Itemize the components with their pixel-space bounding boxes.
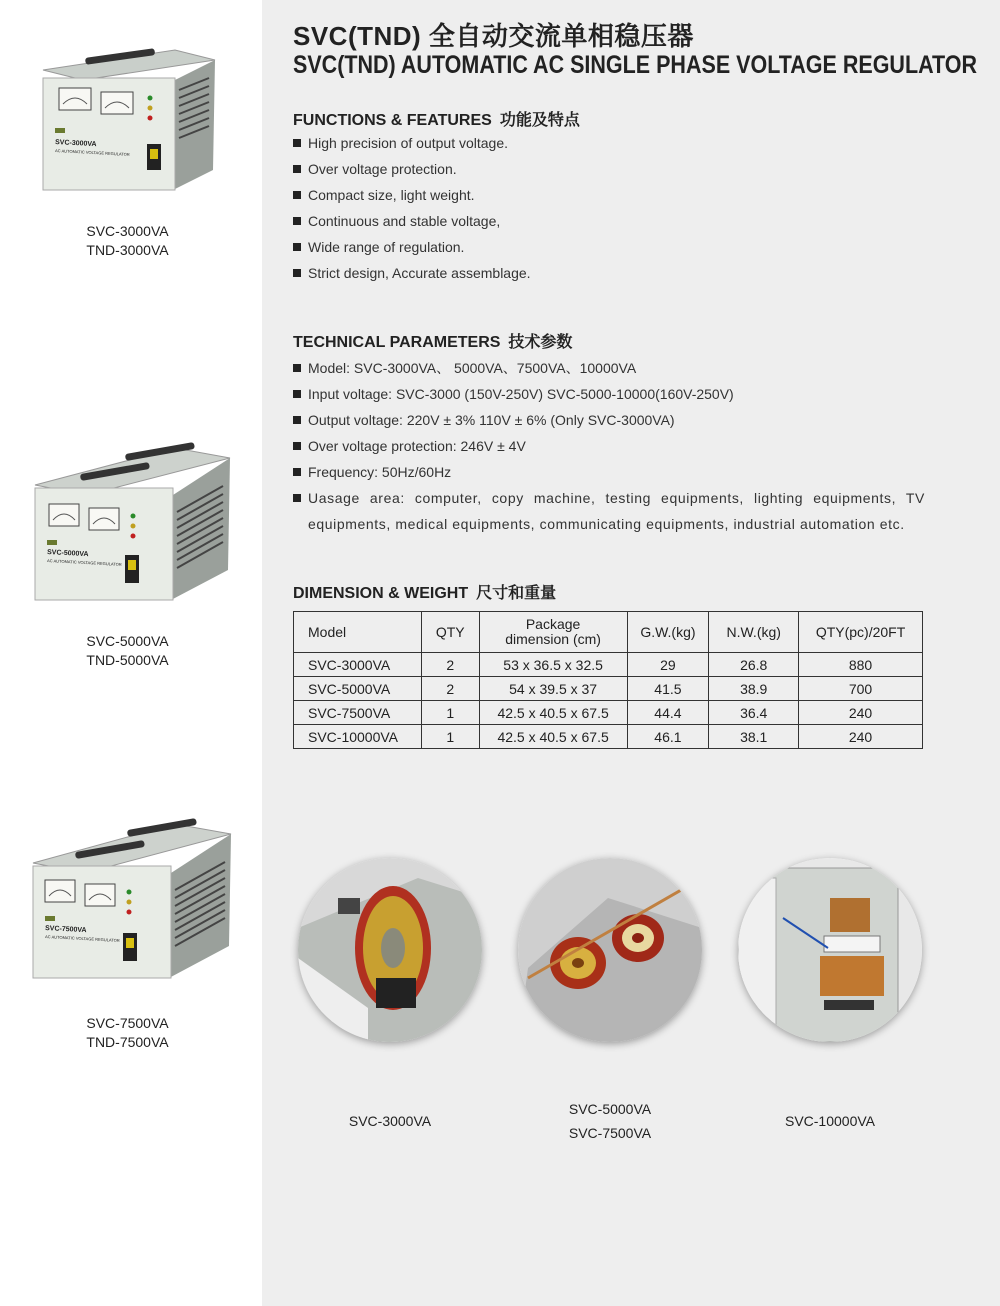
list-item: Continuous and stable voltage, bbox=[293, 208, 933, 234]
technical-heading-cn: 技术参数 bbox=[508, 334, 573, 351]
column-header: QTY bbox=[421, 612, 479, 653]
table-cell: SVC-5000VA bbox=[294, 677, 422, 701]
regulator-image bbox=[25, 818, 235, 988]
table-cell: SVC-10000VA bbox=[294, 725, 422, 749]
features-heading-cn: 功能及特点 bbox=[499, 112, 580, 129]
photo-caption-2: SVC-5000VA SVC-7500VA bbox=[568, 1101, 652, 1141]
dimension-heading bbox=[293, 580, 556, 603]
table-cell: 1 bbox=[421, 725, 479, 749]
column-header: G.W.(kg) bbox=[627, 612, 709, 653]
photo-caption-3: SVC-10000VA bbox=[784, 1113, 875, 1129]
list-item: High precision of output voltage. bbox=[293, 130, 933, 156]
list-item: Strict design, Accurate assemblage. bbox=[293, 260, 933, 286]
table-cell: SVC-7500VA bbox=[294, 701, 422, 725]
table-cell: 26.8 bbox=[709, 653, 799, 677]
table-row bbox=[294, 653, 923, 677]
photo-caption-1: SVC-3000VA bbox=[348, 1113, 432, 1129]
table-row bbox=[294, 725, 923, 749]
interior-photo-svc-10000 bbox=[738, 858, 922, 1042]
column-header: Model bbox=[294, 612, 422, 653]
table-cell: 42.5 x 40.5 x 67.5 bbox=[479, 701, 627, 725]
table-cell: 1 bbox=[421, 701, 479, 725]
product-model-tnd: TND-5000VA bbox=[86, 652, 169, 668]
table-cell: 36.4 bbox=[709, 701, 799, 725]
page-title-en: SVC(TND) AUTOMATIC AC SINGLE PHASE VOLTAGE REGULATOR bbox=[293, 51, 978, 79]
features-list bbox=[293, 130, 933, 286]
product-svc-3000 bbox=[25, 40, 240, 258]
column-header: QTY(pc)/20FT bbox=[799, 612, 923, 653]
column-header: N.W.(kg) bbox=[709, 612, 799, 653]
table-cell: 700 bbox=[799, 677, 923, 701]
product-model-svc: SVC-5000VA bbox=[86, 633, 169, 649]
interior-photo-svc-3000 bbox=[298, 858, 482, 1042]
product-svc-5000 bbox=[25, 440, 240, 668]
page-title-cn: SVC(TND) 全自动交流单相稳压器 bbox=[293, 21, 694, 51]
product-model-svc: SVC-7500VA bbox=[86, 1015, 169, 1031]
dimension-heading-en: DIMENSION & WEIGHT bbox=[293, 585, 469, 602]
svg-text:SVC-3000VA: SVC-3000VA bbox=[54, 139, 97, 149]
table-cell: 38.1 bbox=[709, 725, 799, 749]
product-model-svc: SVC-3000VA bbox=[86, 223, 169, 239]
list-item: Over voltage protection: 246V ± 4V bbox=[293, 433, 925, 459]
table-cell: 2 bbox=[421, 653, 479, 677]
column-header: Package dimension (cm) bbox=[479, 612, 627, 653]
technical-heading-en: TECHNICAL PARAMETERS bbox=[293, 334, 501, 351]
table-cell: 38.9 bbox=[709, 677, 799, 701]
list-item: Compact size, light weight. bbox=[293, 182, 933, 208]
table-cell: 41.5 bbox=[627, 677, 709, 701]
svg-text:SVC-5000VA: SVC-5000VA bbox=[46, 549, 89, 559]
table-cell: 2 bbox=[421, 677, 479, 701]
svg-text:AC AUTOMATIC VOLTAGE REGULATOR: AC AUTOMATIC VOLTAGE REGULATOR bbox=[54, 148, 130, 157]
product-model-tnd: TND-7500VA bbox=[86, 1034, 169, 1050]
list-item: Over voltage protection. bbox=[293, 156, 933, 182]
table-row bbox=[294, 677, 923, 701]
list-item: Uasage area: computer, copy machine, testing equipments, lighting equipments, TV equipments, medical equipments, communicating equipments, industrial automation etc. bbox=[293, 485, 925, 537]
interior-photo-svc-5000 bbox=[518, 858, 702, 1042]
regulator-image bbox=[25, 40, 225, 200]
table-cell: 54 x 39.5 x 37 bbox=[479, 677, 627, 701]
dimension-heading-cn: 尺寸和重量 bbox=[476, 585, 557, 602]
product-svc-7500 bbox=[25, 818, 240, 1050]
table-cell: 880 bbox=[799, 653, 923, 677]
technical-list bbox=[293, 355, 925, 537]
list-item: Frequency: 50Hz/60Hz bbox=[293, 459, 925, 485]
table-cell: 240 bbox=[799, 725, 923, 749]
table-cell: 240 bbox=[799, 701, 923, 725]
list-item: Input voltage: SVC-3000 (150V-250V) SVC-5000-10000(160V-250V) bbox=[293, 381, 925, 407]
technical-heading bbox=[293, 329, 572, 352]
table-cell: 44.4 bbox=[627, 701, 709, 725]
svg-text:AC AUTOMATIC VOLTAGE REGULATOR: AC AUTOMATIC VOLTAGE REGULATOR bbox=[46, 558, 122, 567]
svg-text:SVC-7500VA: SVC-7500VA bbox=[44, 925, 87, 935]
svg-text:AC AUTOMATIC VOLTAGE REGULATOR: AC AUTOMATIC VOLTAGE REGULATOR bbox=[44, 934, 120, 943]
table-row bbox=[294, 701, 923, 725]
product-model-tnd: TND-3000VA bbox=[86, 242, 169, 258]
dimension-table bbox=[293, 611, 923, 749]
table-cell: SVC-3000VA bbox=[294, 653, 422, 677]
list-item: Wide range of regulation. bbox=[293, 234, 933, 260]
table-cell: 46.1 bbox=[627, 725, 709, 749]
table-cell: 42.5 x 40.5 x 67.5 bbox=[479, 725, 627, 749]
list-item: Model: SVC-3000VA、 5000VA、7500VA、10000VA bbox=[293, 355, 925, 381]
table-cell: 53 x 36.5 x 32.5 bbox=[479, 653, 627, 677]
table-header-row bbox=[294, 612, 923, 653]
features-heading-en: FUNCTIONS & FEATURES bbox=[293, 112, 492, 129]
regulator-image bbox=[25, 440, 235, 610]
features-heading bbox=[293, 107, 580, 130]
table-cell: 29 bbox=[627, 653, 709, 677]
list-item: Output voltage: 220V ± 3% 110V ± 6% (Only SVC-3000VA) bbox=[293, 407, 925, 433]
